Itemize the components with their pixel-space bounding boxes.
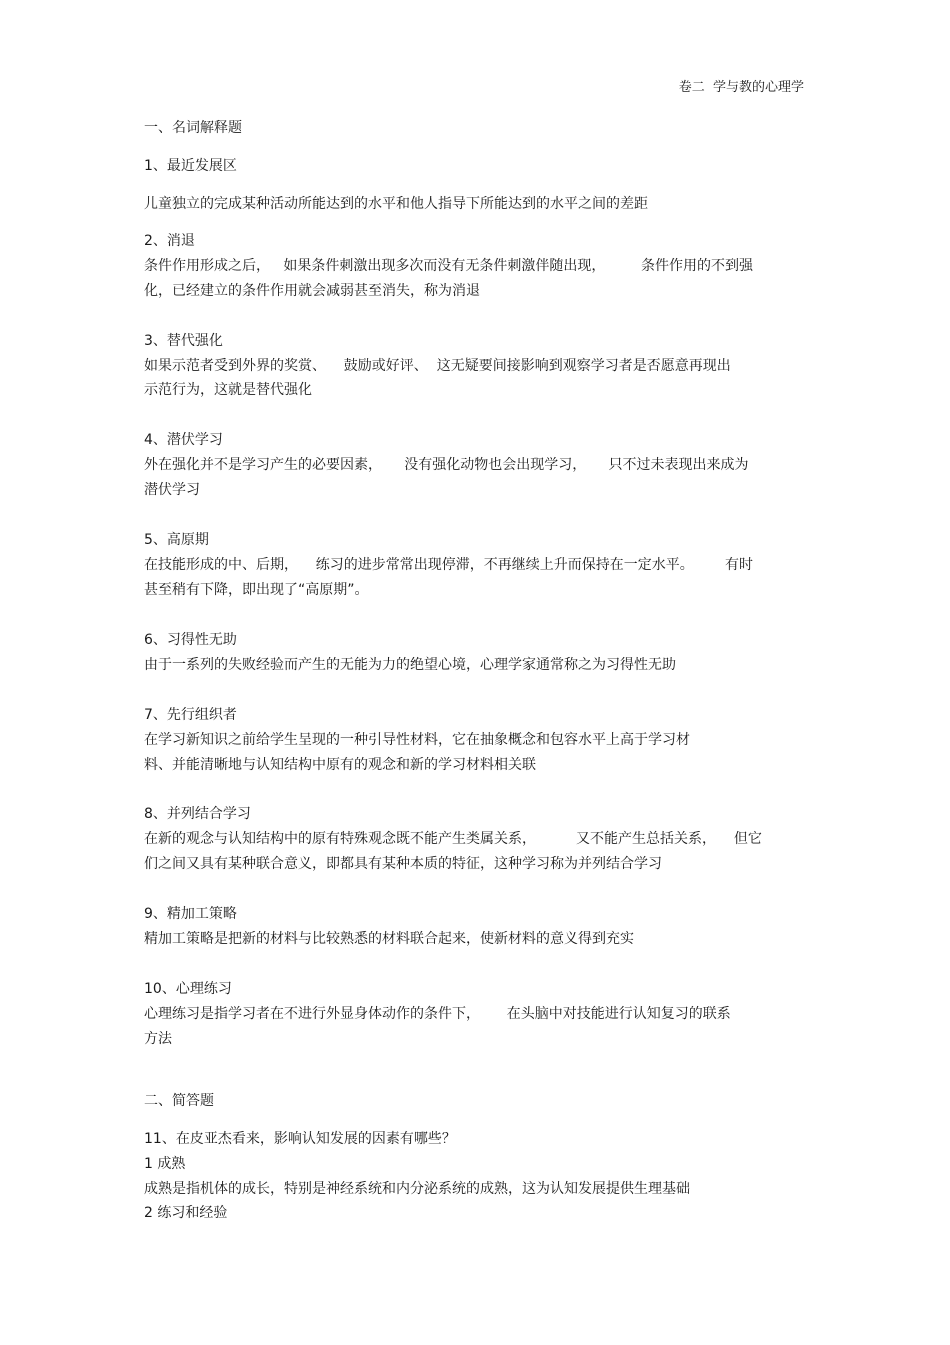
term-heading: 1、最近发展区 <box>144 158 237 174</box>
term-definition: 儿童独立的完成某种活动所能达到的水平和他人指导下所能达到的水平之间的差距 <box>144 196 648 212</box>
term-heading: 7、先行组织者 <box>144 707 237 723</box>
term-heading: 5、高原期 <box>144 532 209 548</box>
term-definition: 如果示范者受到外界的奖赏、 鼓励或好评、 这无疑要间接影响到观察学习者是否愿意再现出 <box>144 358 731 374</box>
section-2-title: 二、简答题 <box>144 1093 214 1109</box>
term-definition: 心理练习是指学习者在不进行外显身体动作的条件下， 在头脑中对技能进行认知复习的联系 <box>144 1006 731 1022</box>
term-definition: 方法 <box>144 1031 172 1047</box>
answer-line: 1 成熟 <box>144 1156 186 1172</box>
section-1-title: 一、名词解释题 <box>144 120 242 136</box>
term-heading: 3、替代强化 <box>144 333 223 349</box>
term-heading: 6、习得性无助 <box>144 632 237 648</box>
term-definition: 示范行为，这就是替代强化 <box>144 382 312 398</box>
answer-line: 2 练习和经验 <box>144 1205 228 1221</box>
term-definition: 外在强化并不是学习产生的必要因素， 没有强化动物也会出现学习， 只不过未表现出来成为 <box>144 457 749 473</box>
term-definition: 潜伏学习 <box>144 482 200 498</box>
term-definition: 在新的观念与认知结构中的原有特殊观念既不能产生类属关系， 又不能产生总括关系， 但它 <box>144 831 762 847</box>
term-definition: 料、并能清晰地与认知结构中原有的观念和新的学习材料相关联 <box>144 757 536 773</box>
term-definition: 在技能形成的中、后期， 练习的进步常常出现停滞，不再继续上升而保持在一定水平。 有时 <box>144 557 753 573</box>
term-heading: 2、消退 <box>144 233 195 249</box>
question-heading: 11、在皮亚杰看来，影响认知发展的因素有哪些？ <box>144 1131 456 1147</box>
term-heading: 4、潜伏学习 <box>144 432 223 448</box>
term-definition: 精加工策略是把新的材料与比较熟悉的材料联合起来，使新材料的意义得到充实 <box>144 931 634 947</box>
term-definition: 条件作用形成之后， 如果条件刺激出现多次而没有无条件刺激伴随出现， 条件作用的不到强 <box>144 258 753 274</box>
term-heading: 8、并列结合学习 <box>144 806 251 822</box>
term-definition: 们之间又具有某种联合意义，即都具有某种本质的特征，这种学习称为并列结合学习 <box>144 856 662 872</box>
page-header: 卷二 学与教的心理学 <box>678 80 804 95</box>
term-definition: 甚至稍有下降，即出现了“高原期”。 <box>144 582 369 598</box>
term-definition: 由于一系列的失败经验而产生的无能为力的绝望心境，心理学家通常称之为习得性无助 <box>144 657 676 673</box>
term-heading: 10、心理练习 <box>144 981 232 997</box>
term-definition: 化，已经建立的条件作用就会减弱甚至消失，称为消退 <box>144 283 480 299</box>
term-heading: 9、精加工策略 <box>144 906 237 922</box>
answer-line: 成熟是指机体的成长，特别是神经系统和内分泌系统的成熟，这为认知发展提供生理基础 <box>144 1181 690 1197</box>
term-definition: 在学习新知识之前给学生呈现的一种引导性材料，它在抽象概念和包容水平上高于学习材 <box>144 732 690 748</box>
